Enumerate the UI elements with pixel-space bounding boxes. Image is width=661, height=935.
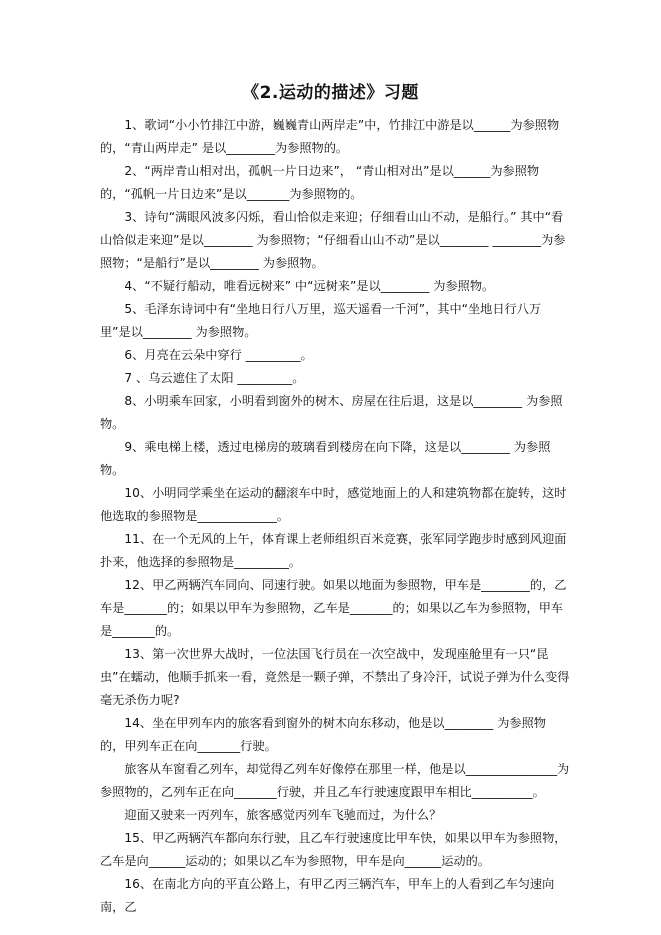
- question-7: 7 、乌云遮住了太阳 _________。: [124, 371, 305, 385]
- question-12: 12、甲乙两辆汽车同向、同速行驶。如果以地面为参照物，甲车是________的，乙车是_______的；如果以甲车为参照物，乙车是_______的；如果以乙车为参照物，甲车是_______的。: [100, 578, 567, 638]
- question-2: 2、“两岸青山相对出，孤帆一片日边来”， “青山相对出”是以______为参照物的，“孤帆一片日边来”是以_______为参照物的。: [100, 164, 540, 201]
- question-1: 1、歌词“小小竹排江中游，巍巍青山两岸走”中，竹排江中游是以______为参照物的，“青山两岸走” 是以________为参照物的。: [100, 118, 560, 155]
- question-14: 14、坐在甲列车内的旅客看到窗外的树木向东移动，他是以________ 为参照物的，甲列车正在向_______行驶。: [100, 716, 546, 753]
- question-11: 11、在一个无风的上午，体育课上老师组织百米竞赛，张军同学跑步时感到风迎面扑来，他选择的参照物是_________。: [100, 532, 567, 569]
- page-title: 《2.运动的描述》习题: [242, 83, 419, 103]
- question-14-part-2: 旅客从车窗看乙列车，却觉得乙列车好像停在那里一样，他是以_______________为参照物的，乙列车正在向_______行驶，并且乙车行驶速度跟甲车相比__________。: [100, 762, 570, 799]
- question-16: 16、在南北方向的平直公路上，有甲乙丙三辆汽车，甲车上的人看到乙车匀速向南，乙: [100, 877, 555, 914]
- question-3: 3、诗句“满眼风波多闪烁，看山恰似走来迎；仔细看山山不动，是船行。” 其中“看山恰似走来迎”是以________ 为参照物；“仔细看山山不动”是以________ ________为参照物；“是船行”是以________ 为参照物。: [100, 210, 566, 270]
- question-13: 13、第一次世界大战时，一位法国飞行员在一次空战中，发现座舱里有一只“昆虫”在蠕动，他顺手抓来一看，竟然是一颗子弹，不禁出了身冷汗，试说子弹为什么变得毫无杀伤力呢?: [100, 647, 570, 707]
- question-14-part-3: 迎面又驶来一丙列车，旅客感觉丙列车飞驰而过，为什么？: [124, 808, 442, 822]
- question-9: 9、乘电梯上楼，透过电梯房的玻璃看到楼房在向下降，这是以________ 为参照物。: [100, 440, 551, 477]
- question-8: 8、小明乘车回家，小明看到窗外的树木、房屋在往后退，这是以________ 为参照物。: [100, 394, 563, 431]
- question-4: 4、“不疑行船动，唯看远树来” 中“远树来”是以________ 为参照物。: [124, 279, 495, 293]
- question-5: 5、毛泽东诗词中有“坐地日行八万里，巡天遥看一千河”，其中“坐地日行八万里”是以________ 为参照物。: [100, 302, 542, 339]
- question-6: 6、月亮在云朵中穿行 _________。: [124, 348, 313, 362]
- question-10: 10、小明同学乘坐在运动的翻滚车中时，感觉地面上的人和建筑物都在旋转，这时他选取的参照物是_____________。: [100, 486, 567, 523]
- question-list: [100, 114, 570, 919]
- question-15: 15、甲乙两辆汽车都向东行驶，且乙车行驶速度比甲车快，如果以甲车为参照物，乙车是向______运动的；如果以乙车为参照物，甲车是向______运动的。: [100, 831, 567, 868]
